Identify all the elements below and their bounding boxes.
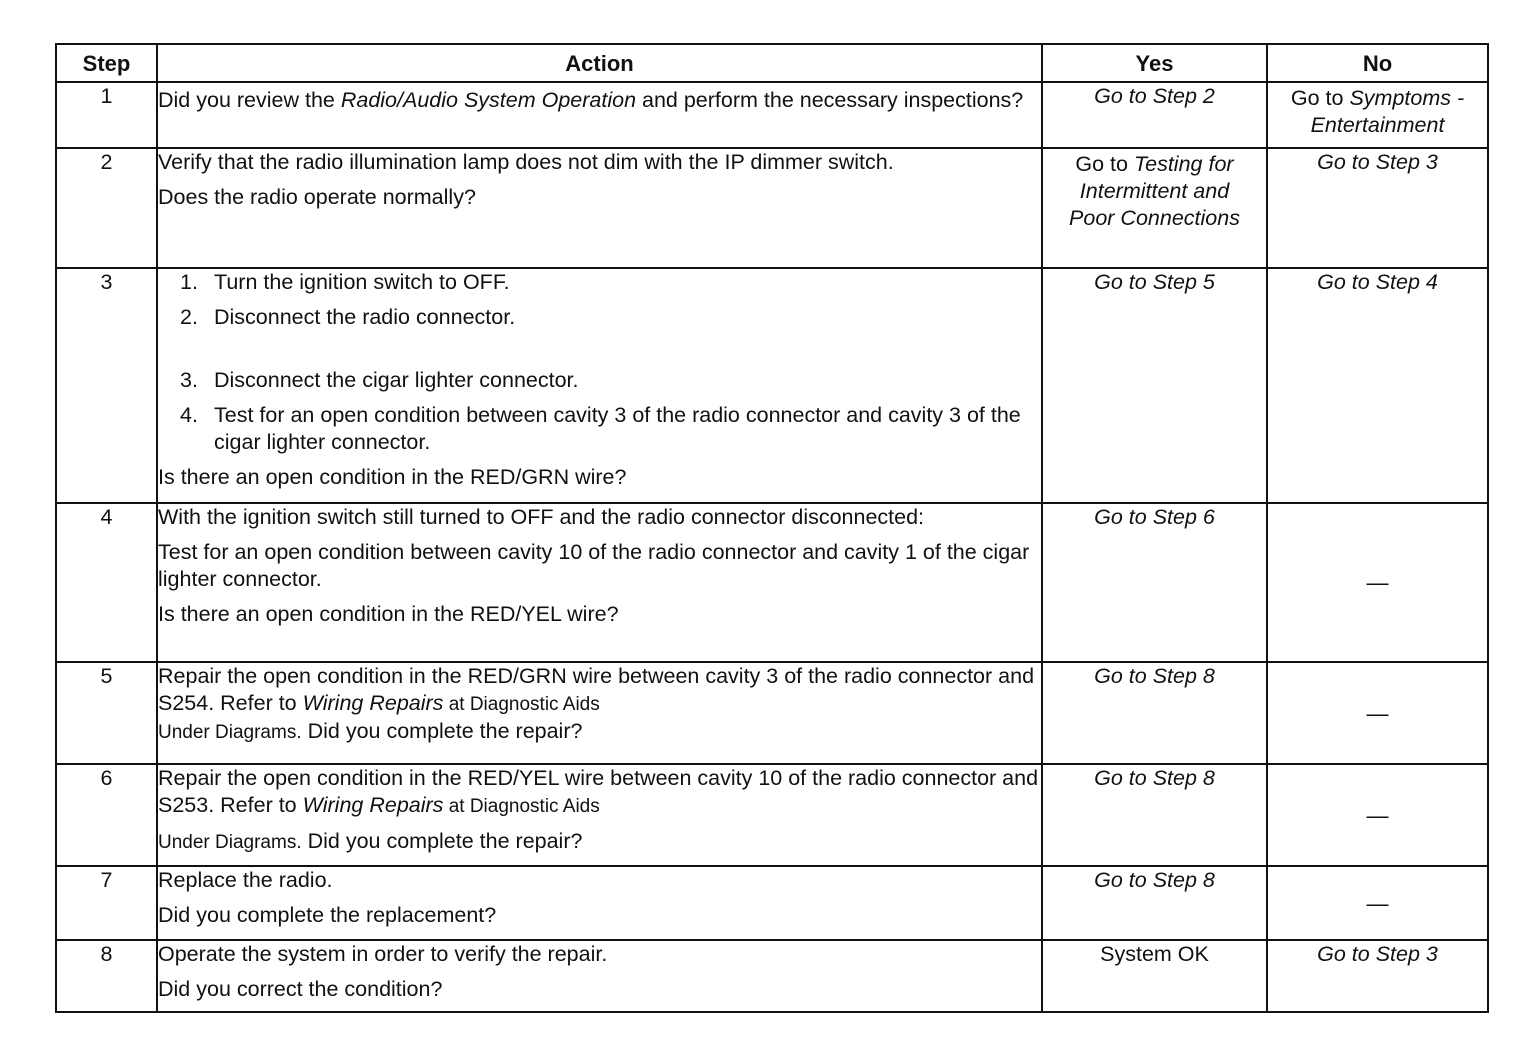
action-question: Did you complete the replacement? [158, 903, 497, 927]
action-text: Repair the open condition in the RED/GRN wire between cavity 3 of the radio connector and S254. Refer to Wiring Repairs at Diagnostic Aids [158, 664, 1035, 715]
yes-result: Go to Testing for Intermittent and Poor Connections [1042, 148, 1267, 268]
list-item: 2. Disconnect the radio connector. [180, 305, 516, 329]
table-row [56, 764, 1488, 866]
step-number: 8 [56, 940, 157, 1012]
step-number: 5 [56, 662, 157, 764]
no-result: Go to Symptoms - Entertainment [1267, 82, 1488, 148]
header-yes: Yes [1042, 44, 1267, 82]
table-row [56, 148, 1488, 268]
yes-result: Go to Step 8 [1042, 866, 1267, 940]
no-result: — [1267, 866, 1488, 940]
step-number: 2 [56, 148, 157, 268]
action-cell [157, 866, 1042, 940]
action-text: With the ignition switch still turned to OFF and the radio connector disconnected: [158, 505, 925, 529]
action-cell [157, 148, 1042, 268]
action-question: Does the radio operate normally? [158, 185, 476, 209]
procedure-list [158, 269, 1041, 456]
no-result: Go to Step 4 [1267, 268, 1488, 503]
yes-result: Go to Step 6 [1042, 503, 1267, 662]
step-number: 7 [56, 866, 157, 940]
list-item: 4. Test for an open condition between cavity 3 of the radio connector and cavity 3 of the cigar lighter connector. [180, 403, 1021, 454]
yes-result: Go to Step 8 [1042, 764, 1267, 866]
yes-result: System OK [1042, 940, 1267, 1012]
action-cell [157, 940, 1042, 1012]
table-row [56, 82, 1488, 148]
no-result: Go to Step 3 [1267, 148, 1488, 268]
yes-result: Go to Step 8 [1042, 662, 1267, 764]
diagnostic-table [55, 43, 1489, 1013]
no-result: Go to Step 3 [1267, 940, 1488, 1012]
table-row [56, 268, 1488, 503]
step-number: 4 [56, 503, 157, 662]
action-cell [157, 268, 1042, 503]
action-text: Repair the open condition in the RED/YEL wire between cavity 10 of the radio connector and S253. Refer to Wiring Repairs at Diagnostic Aids [158, 766, 1039, 817]
action-cell [157, 662, 1042, 764]
step-number: 6 [56, 764, 157, 866]
action-text: Verify that the radio illumination lamp does not dim with the IP dimmer switch. [158, 150, 894, 174]
list-item: 3. Disconnect the cigar lighter connector. [180, 368, 579, 392]
no-result: — [1267, 764, 1488, 866]
header-row [56, 44, 1488, 82]
table-row [56, 866, 1488, 940]
no-result: — [1267, 503, 1488, 662]
action-text: Replace the radio. [158, 868, 333, 892]
header-action: Action [157, 44, 1042, 82]
action-text: Operate the system in order to verify the repair. [158, 942, 608, 966]
header-step: Step [56, 44, 157, 82]
action-text: Did you review the Radio/Audio System Operation and perform the necessary inspections? [158, 88, 1024, 112]
yes-result: Go to Step 5 [1042, 268, 1267, 503]
list-item: 1. Turn the ignition switch to OFF. [180, 270, 510, 294]
action-text: Test for an open condition between cavity 10 of the radio connector and cavity 1 of the cigar lighter connector. [158, 540, 1030, 591]
action-question: Is there an open condition in the RED/YEL wire? [158, 602, 619, 626]
table-row [56, 662, 1488, 764]
table-row [56, 940, 1488, 1012]
table-row [56, 503, 1488, 662]
action-question: Is there an open condition in the RED/GRN wire? [158, 465, 627, 489]
action-question: Did you correct the condition? [158, 977, 443, 1001]
no-result: — [1267, 662, 1488, 764]
header-no: No [1267, 44, 1488, 82]
action-cell [157, 503, 1042, 662]
action-cell [157, 82, 1042, 148]
action-question: Under Diagrams. Did you complete the repair? [158, 719, 583, 743]
action-question: Under Diagrams. Did you complete the repair? [158, 829, 583, 853]
yes-result: Go to Step 2 [1042, 82, 1267, 148]
action-cell [157, 764, 1042, 866]
step-number: 1 [56, 82, 157, 148]
step-number: 3 [56, 268, 157, 503]
